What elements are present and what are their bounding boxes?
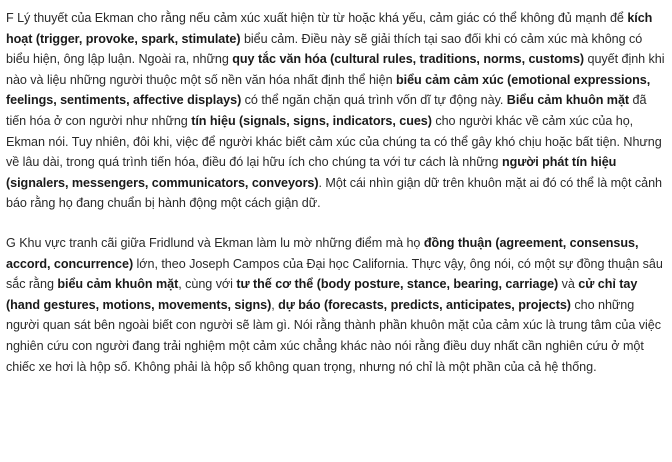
text-run: G Khu vực tranh cãi giữa Fridlund và Ekman làm lu mờ những điểm mà họ bbox=[6, 235, 424, 250]
bold-term: đồng thuận (agreement, consensus, accord, concurrence) bbox=[6, 235, 639, 271]
text-run: , cùng với bbox=[178, 277, 237, 292]
bold-term: biểu cảm cảm xúc (emotional expressions, feelings, sentiments, affective displays) bbox=[6, 72, 651, 108]
bold-term: Biểu cảm khuôn mặt bbox=[506, 93, 630, 108]
bold-term: tư thế cơ thể (body posture, stance, bearing, carriage) bbox=[236, 277, 559, 292]
paragraph-f bbox=[6, 8, 666, 214]
text-run: cho người khác về cảm xúc của họ, Ekman nói. Tuy nhiên, đôi khi, việc để người khác biết cảm xúc của chúng ta có thể gây khó chịu hoặc bất tiện. Nhưng về lâu dài, trong quá trình tiến hóa, điều đó lại hữu ích cho chúng ta với tư cách là những bbox=[6, 113, 662, 170]
bold-term: biểu cảm khuôn mặt bbox=[57, 277, 179, 292]
bold-term: dự báo (forecasts, predicts, anticipates, projects) bbox=[278, 297, 571, 312]
bold-term: kích hoạt (trigger, provoke, spark, stimulate) bbox=[6, 11, 653, 46]
text-run: và bbox=[558, 277, 579, 292]
bold-term: quy tắc văn hóa (cultural rules, traditions, norms, customs) bbox=[232, 52, 585, 67]
text-run: F Lý thuyết của Ekman cho rằng nếu cảm xúc xuất hiện từ từ hoặc khá yếu, cảm giác có thể không đủ mạnh để bbox=[6, 11, 628, 25]
text-run: đã tiến hóa ở con người như những bbox=[6, 93, 647, 128]
text-run: lớn, theo Joseph Campos của Đại học California. Thực vậy, ông nói, có một sự đồng thuận sâu sắc rằng bbox=[6, 256, 663, 292]
text-run: cho những người quan sát bên ngoài biết con người sẽ làm gì. Nói rằng thành phần khuôn mặt của cảm xúc là trung tâm của việc nghiên cứu con người đang trải nghiệm một cảm xúc chẳng khác nào nói rằng điều duy nhất cần nghiên cứu ở một chiếc xe hơi là hộp số. Không phải là hộp số không quan trọng, nhưng nó chỉ là một phần của cả hệ thống. bbox=[6, 297, 661, 374]
paragraph-g bbox=[6, 233, 666, 377]
bold-term: người phát tín hiệu (signalers, messengers, communicators, conveyors) bbox=[6, 155, 617, 190]
bold-term: cử chỉ tay (hand gestures, motions, movements, signs) bbox=[6, 277, 638, 312]
bold-term: tín hiệu (signals, signs, indicators, cues) bbox=[191, 113, 432, 128]
text-run: . Một cái nhìn giận dữ trên khuôn mặt ai đó có thể là một cảnh báo rằng họ đang chuẩn bị hành động một cách giận dữ. bbox=[6, 175, 662, 211]
text-run: biểu cảm. Điều này sẽ giải thích tại sao đối khi có cảm xúc mà không có biểu hiện, ông lập luận. Ngoài ra, những bbox=[6, 31, 643, 67]
text-run: , bbox=[271, 297, 279, 312]
text-run: quyết định khi nào và liệu những người thuộc một số nền văn hóa nhất định thể hiện bbox=[6, 52, 665, 87]
text-run: có thể ngăn chặn quá trình vốn dĩ tự động này. bbox=[241, 93, 507, 108]
